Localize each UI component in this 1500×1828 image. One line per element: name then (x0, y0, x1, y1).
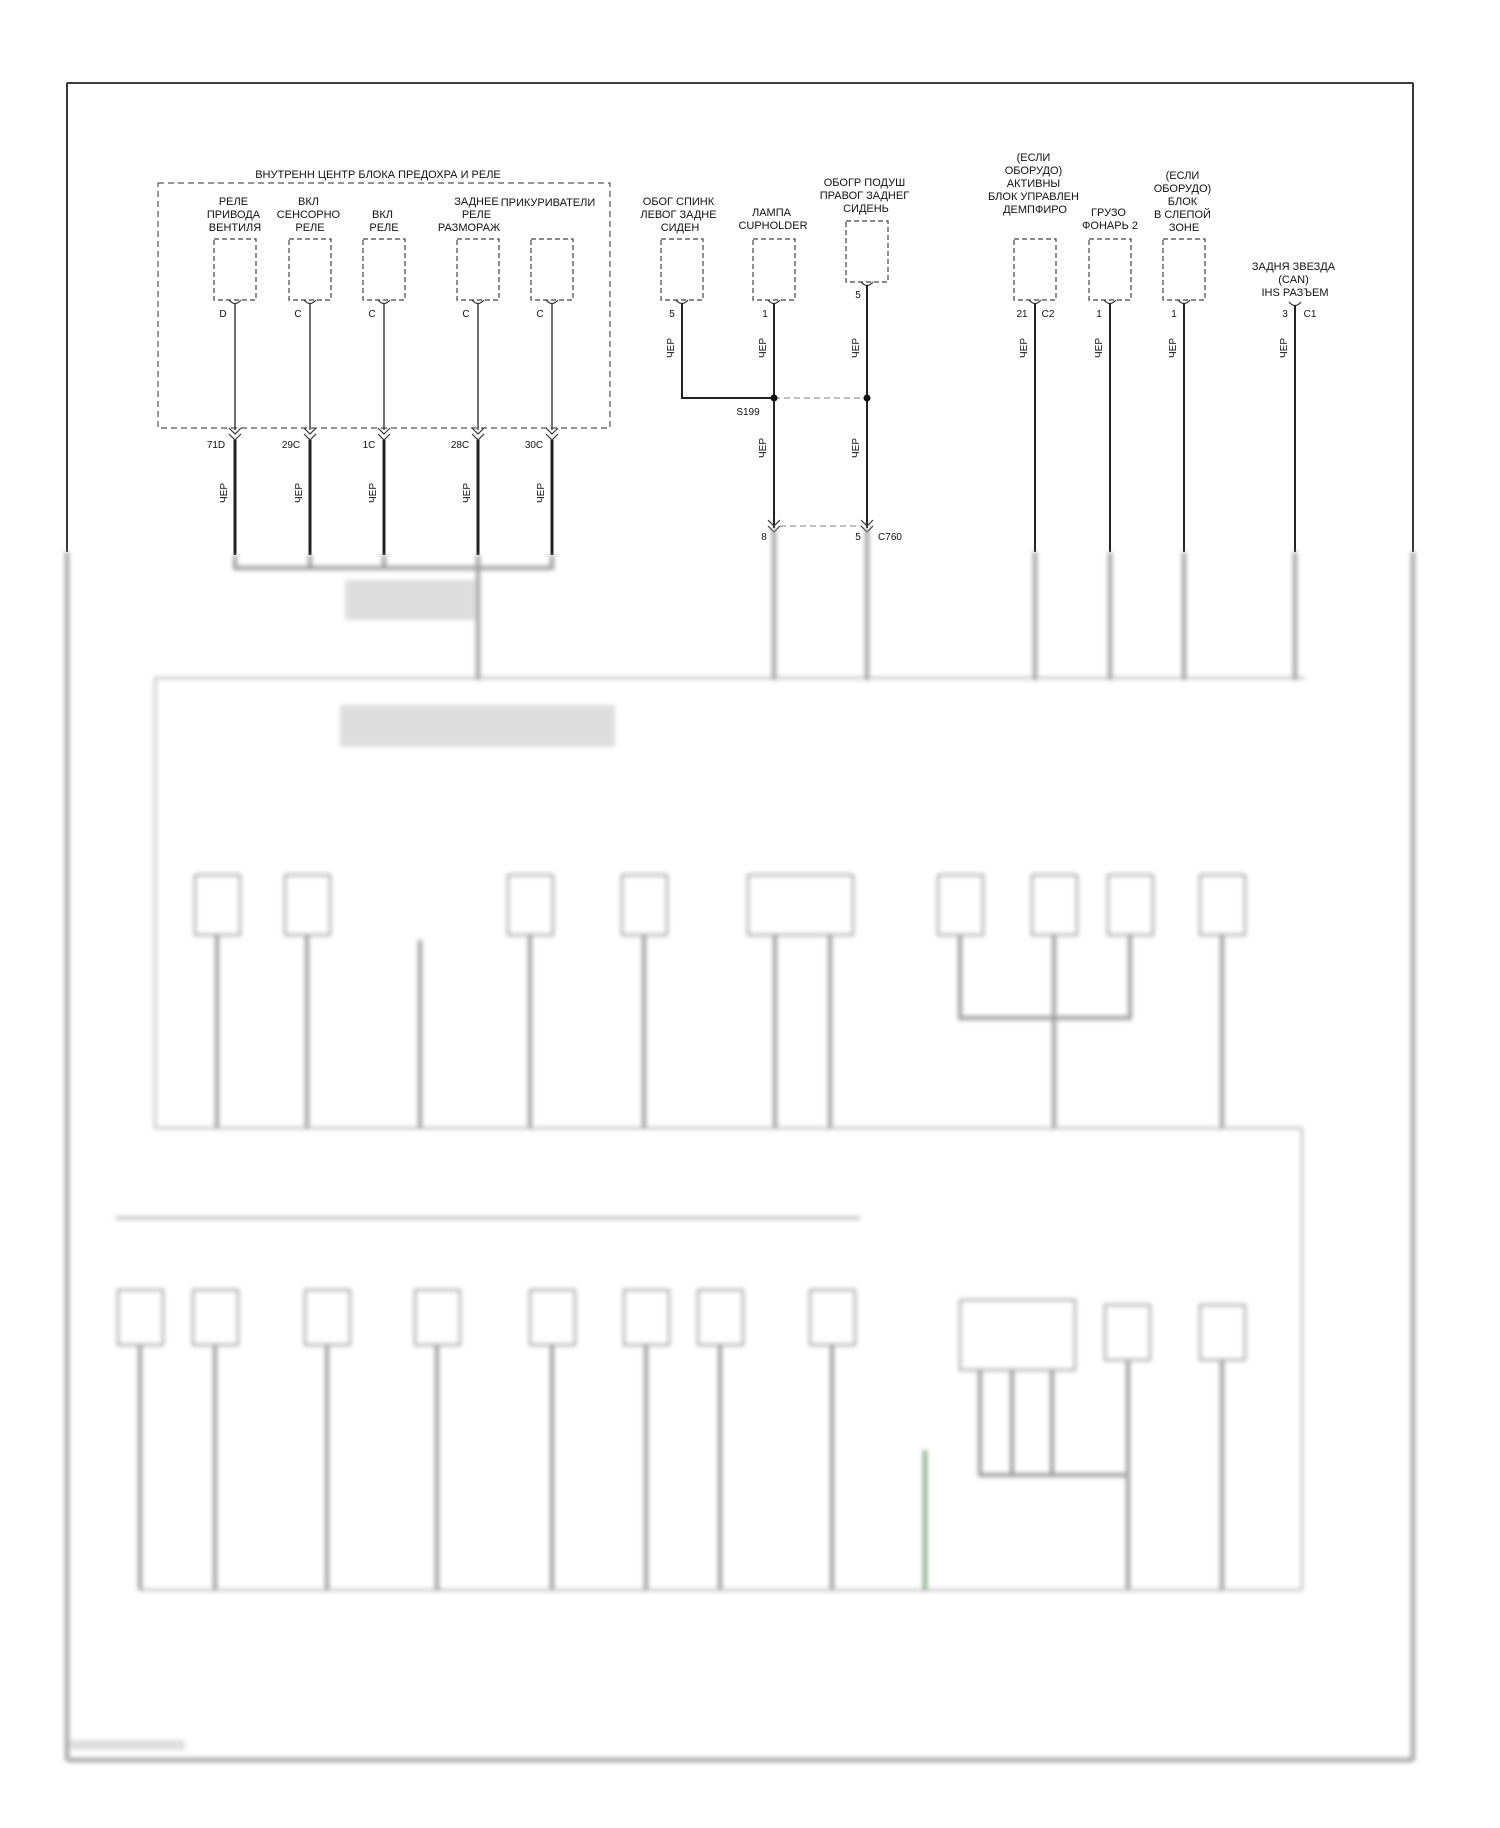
component-label-line: ЗОНЕ (1168, 222, 1200, 234)
wire-color-label: ЧЕР (851, 337, 862, 359)
relay-label-line: ЗАДНЕЕ (454, 196, 499, 208)
component-label-line: ДЕМПФИРО (1003, 204, 1067, 216)
relay-label-line: ВЕНТИЛЯ (208, 222, 262, 234)
component-box (846, 221, 888, 282)
wire-color-label: ЧЕР (294, 482, 305, 504)
component-label (820, 177, 912, 215)
relay-label-line: РЕЛЕ (295, 222, 325, 234)
component-label-line: ФОНАРЬ 2 (1082, 220, 1138, 232)
relay-top-pin: D (219, 309, 227, 320)
component-pin: 21 (1016, 309, 1028, 320)
connector-pin: 8 (761, 532, 767, 543)
component-pin: 3 (1282, 309, 1288, 320)
relay-bottom-pin: 71D (206, 440, 226, 451)
relay-box (457, 239, 499, 300)
component-box (1014, 239, 1056, 300)
relay-box (214, 239, 256, 300)
relay-top-pin: C (368, 309, 376, 320)
component-label-line: СИДЕН (660, 222, 700, 234)
component-label (738, 207, 807, 232)
wire-color-label: ЧЕР (758, 337, 769, 359)
relay-column (207, 196, 263, 555)
component-label-line: (ЕСЛИ (1165, 170, 1200, 182)
component-label (1082, 207, 1138, 232)
splice-dot (771, 395, 778, 402)
relay-bottom-pin: 28C (450, 440, 470, 451)
relay-label-line: РЕЛЕ (369, 222, 399, 234)
relay-label (369, 209, 398, 234)
component-label (640, 196, 719, 234)
relay-column (277, 196, 343, 555)
component-box (1163, 239, 1205, 300)
relay-label-line: РАЗМОРАЖ (437, 222, 501, 234)
component-pin: 1 (1171, 309, 1177, 320)
wire-color-label: ЧЕР (758, 437, 769, 459)
component-label-line: ЛЕВОГ ЗАДНЕ (640, 209, 717, 221)
wire-color-label: ЧЕР (219, 482, 230, 504)
outer-frame (67, 83, 1413, 552)
component-pin: 1 (1096, 309, 1102, 320)
component-label-line: ПРАВОГ ЗАДНЕГ (819, 190, 910, 202)
component-label-line: ОБОРУДО) (1004, 165, 1063, 177)
relay-label-line: РЕЛЕ (461, 209, 492, 221)
component-label-line: (ЕСЛИ (1016, 152, 1051, 164)
relay-box (289, 239, 331, 300)
relay-label (438, 196, 502, 234)
relay-label (277, 196, 343, 234)
component-label-line: ЛАМПА (751, 207, 791, 219)
component-box (1089, 239, 1131, 300)
wire-color-label: ЧЕР (368, 482, 379, 504)
wire-color-label: ЧЕР (536, 482, 547, 504)
component-label-line: БЛОК УПРАВЛЕН (987, 191, 1079, 203)
component-label-line: IHS РАЗЪЕМ (1261, 287, 1329, 299)
component-pin: 5 (669, 309, 675, 320)
relay-bottom-pin: 30C (524, 440, 544, 451)
connector-pin: 5 (855, 532, 861, 543)
component-label-line: СИДЕНЬ (843, 203, 889, 215)
relay-box (531, 239, 573, 300)
wire-color-label: ЧЕР (851, 437, 862, 459)
relay-box (363, 239, 405, 300)
component-label-line: АКТИВНЫ (1006, 178, 1061, 190)
relay-label-line: РЕЛЕ (218, 196, 249, 208)
relay-label-line: ВКЛ (297, 196, 319, 208)
relay-label (207, 196, 263, 234)
component-box (753, 239, 795, 300)
wire-color-label: ЧЕР (666, 337, 677, 359)
relay-bottom-pin: 1C (362, 440, 376, 451)
relay-label-line: ПРИКУРИВАТЕЛИ (500, 197, 596, 209)
wire-color-label: ЧЕР (1094, 337, 1105, 359)
component-label (988, 152, 1082, 216)
component-column (988, 152, 1082, 552)
fuse-block-title: ВНУТРЕНН ЦЕНТР БЛОКА ПРЕДОХРА И РЕЛЕ (255, 169, 501, 181)
terminal-top (1289, 302, 1301, 306)
relay-column (363, 209, 405, 555)
component-column (1082, 207, 1138, 552)
component-label-line: ГРУЗО (1091, 207, 1126, 219)
wire-color-label: ЧЕР (1168, 337, 1179, 359)
component-box (661, 239, 703, 300)
relay-top-pin: C (294, 309, 302, 320)
component-label-line: ОБОГ СПИНК (642, 196, 715, 208)
relay-top-pin: C (536, 309, 544, 320)
component-label-line: (CAN) (1278, 274, 1309, 286)
wire-color-label: ЧЕР (1279, 337, 1290, 359)
component-label-line: БЛОК (1167, 196, 1198, 208)
wire-color-label: ЧЕР (462, 482, 473, 504)
component-column (1154, 170, 1215, 552)
splice-label: S199 (736, 407, 760, 418)
component-label-line: ОБОРУДО) (1153, 183, 1212, 195)
component-label-line: ЗАДНЯ ЗВЕЗДА (1251, 261, 1336, 273)
component-column (738, 207, 807, 528)
component-label-line: В СЛЕПОЙ (1154, 209, 1211, 221)
relay-column (438, 196, 502, 555)
component-connector: C1 (1303, 309, 1317, 320)
connector-name: C760 (878, 532, 902, 543)
relay-label-line: ВКЛ (371, 209, 393, 221)
splice-dot (864, 395, 871, 402)
relay-top-pin: C (462, 309, 470, 320)
component-label (1252, 261, 1338, 299)
component-pin: 5 (855, 290, 861, 301)
wire-color-label: ЧЕР (1019, 337, 1030, 359)
relay-bottom-pin: 29C (281, 440, 301, 451)
relay-column (501, 197, 596, 555)
relay-label (501, 197, 596, 209)
relay-label-line: СЕНСОРНО (276, 209, 341, 221)
relay-label-line: ПРИВОДА (206, 209, 261, 221)
component-column (1252, 261, 1338, 552)
component-pin: 1 (762, 309, 768, 320)
component-label-line: ОБОГР ПОДУШ (823, 177, 906, 189)
blurred-lower-area (67, 528, 1413, 1760)
component-connector: C2 (1041, 309, 1055, 320)
component-label-line: CUPHOLDER (738, 220, 808, 232)
component-column (820, 177, 912, 528)
component-label (1154, 170, 1215, 234)
connector-c760 (761, 520, 902, 543)
